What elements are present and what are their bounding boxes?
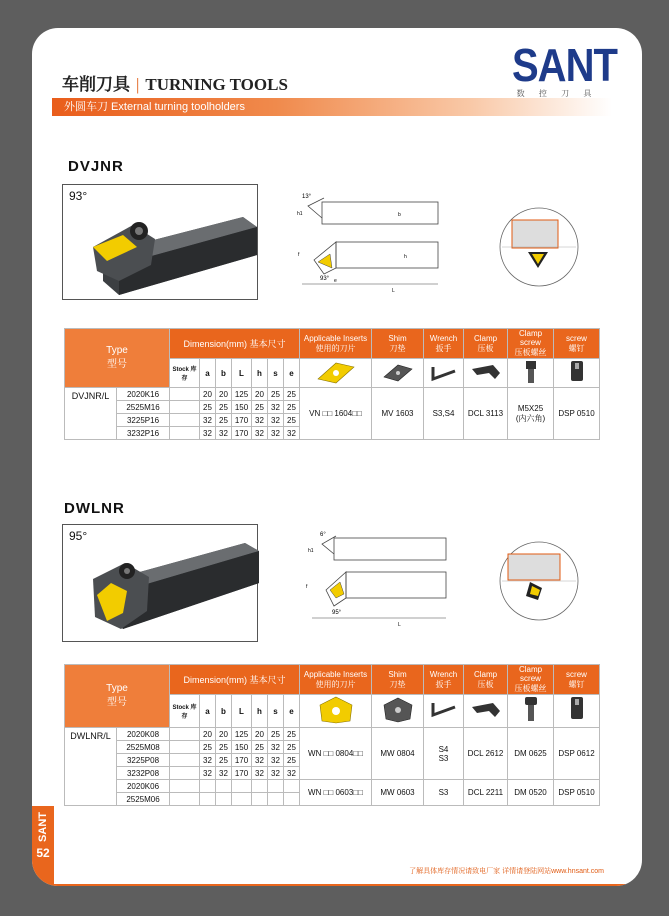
clamp-screw-value <box>508 388 554 440</box>
col-l-header: L <box>232 695 252 728</box>
clamp-screw-icon-cell <box>508 695 554 728</box>
cell-a <box>200 780 216 793</box>
insert-icon <box>314 359 358 385</box>
b-label: b <box>398 212 401 218</box>
product-code: 2020K16 <box>117 388 170 401</box>
product-photo-dwlnr <box>62 524 258 642</box>
acc-screw-header <box>554 329 600 359</box>
stock-cell <box>170 728 200 741</box>
acc-cn: 压板 <box>477 679 494 689</box>
stock-cell <box>170 741 200 754</box>
series-label: DVJNR/L <box>65 388 117 440</box>
top-angle-label: 13° <box>302 194 312 200</box>
cell-a <box>200 793 216 806</box>
wrench-icon <box>429 359 459 385</box>
acc-insert-header <box>300 665 372 695</box>
table-row <box>65 728 600 741</box>
acc-cn: 压板螺丝 <box>514 348 547 357</box>
stock-cell <box>170 780 200 793</box>
cell-s <box>268 780 284 793</box>
insert-value: WN □□ 0804□□ <box>300 728 372 780</box>
acc-wrench-header <box>424 329 464 359</box>
cell-b <box>216 793 232 806</box>
cell-b: 25 <box>216 401 232 414</box>
col-s-header: s <box>268 695 284 728</box>
product-code: 3225P08 <box>117 754 170 767</box>
clamp-value: DCL 2211 <box>464 780 508 806</box>
acc-en: screw <box>566 333 587 343</box>
acc-wrench-header <box>424 665 464 695</box>
cell-b: 32 <box>216 427 232 440</box>
wrench-icon-cell <box>424 359 464 388</box>
acc-en: Applicable Inserts <box>303 669 368 679</box>
acc-en: Shim <box>388 333 407 343</box>
product-code: 3225P16 <box>117 414 170 427</box>
acc-clampscrew-header <box>508 329 554 359</box>
cell-e: 25 <box>284 741 300 754</box>
section-subtitle-bar <box>52 98 612 116</box>
cell-b: 20 <box>216 728 232 741</box>
cell-s: 32 <box>268 754 284 767</box>
h-label: h <box>404 254 407 260</box>
cell-h: 32 <box>252 754 268 767</box>
stock-cell <box>170 754 200 767</box>
cell-s: 32 <box>268 414 284 427</box>
wrench-code-a: S4 <box>438 744 449 754</box>
cell-h: 32 <box>252 427 268 440</box>
wrench-value: S3,S4 <box>424 388 464 440</box>
cell-b <box>216 780 232 793</box>
f-label: f <box>298 252 300 258</box>
cell-h <box>252 793 268 806</box>
logo-word: SANT <box>512 40 617 92</box>
cell-l: 125 <box>232 728 252 741</box>
shim-value: MW 0804 <box>372 728 424 780</box>
spec-table-dvjnr <box>64 328 600 440</box>
insert-value: WN □□ 0603□□ <box>300 780 372 806</box>
top-angle-label: 6° <box>320 532 326 538</box>
table-row <box>65 780 600 793</box>
acc-clamp-header <box>464 665 508 695</box>
stock-cell <box>170 793 200 806</box>
screw-icon <box>567 359 587 385</box>
title-cn: 车削刀具 <box>62 75 130 94</box>
cell-e <box>284 793 300 806</box>
cell-l: 170 <box>232 754 252 767</box>
acc-en: Wrench <box>429 669 458 679</box>
table-row <box>65 388 600 401</box>
cell-h: 32 <box>252 767 268 780</box>
acc-en: screw <box>566 669 587 679</box>
cell-e: 25 <box>284 414 300 427</box>
e-label: e <box>334 278 337 284</box>
stock-cell <box>170 388 200 401</box>
l-label: L <box>398 622 401 628</box>
wrench-code-b: S3 <box>438 753 449 763</box>
model-title-dvjnr: DVJNR <box>68 158 124 175</box>
acc-cn: 压板 <box>477 343 494 353</box>
col-b-header: b <box>216 695 232 728</box>
catalog-page <box>32 28 642 886</box>
cell-b: 32 <box>216 767 232 780</box>
acc-shim-header <box>372 665 424 695</box>
clamp-screw-code: M5X25 <box>517 403 544 413</box>
shim-icon-cell <box>372 695 424 728</box>
cell-a: 32 <box>200 427 216 440</box>
shim-icon-cell <box>372 359 424 388</box>
cell-l: 150 <box>232 741 252 754</box>
cell-a: 32 <box>200 767 216 780</box>
acc-clampscrew-header <box>508 665 554 695</box>
footer-note: 了解具体库存情况请致电厂家 详情请登陆网站www.hnsant.com <box>409 868 604 875</box>
approach-angle-label: 95° <box>69 529 88 543</box>
col-h-header: h <box>252 359 268 388</box>
insert-icon-cell <box>300 695 372 728</box>
approach-angle-label: 93° <box>69 189 88 203</box>
page-number: 52 <box>36 845 50 860</box>
cell-e <box>284 780 300 793</box>
acc-screw-header <box>554 665 600 695</box>
product-code: 3232P16 <box>117 427 170 440</box>
cell-h: 20 <box>252 728 268 741</box>
cell-e: 32 <box>284 767 300 780</box>
col-a-header: a <box>200 695 216 728</box>
wrench-icon-cell <box>424 695 464 728</box>
cell-s: 25 <box>268 388 284 401</box>
acc-en: Clamp screw <box>518 329 543 347</box>
acc-cn: 螺钉 <box>568 343 585 353</box>
acc-cn: 刀垫 <box>389 679 406 689</box>
clamp-screw-icon <box>521 695 541 725</box>
cell-b: 20 <box>216 388 232 401</box>
cell-s: 32 <box>268 741 284 754</box>
cell-l: 170 <box>232 414 252 427</box>
shim-value: MV 1603 <box>372 388 424 440</box>
acc-cn: 扳手 <box>435 679 452 689</box>
dimension-drawing-dwlnr <box>302 528 452 628</box>
dimension-drawing-dvjnr <box>294 188 444 298</box>
col-e-header: e <box>284 359 300 388</box>
cell-e: 25 <box>284 728 300 741</box>
cell-h: 25 <box>252 401 268 414</box>
cell-b: 25 <box>216 741 232 754</box>
type-en: Type <box>106 683 128 694</box>
title-en: TURNING TOOLS <box>145 75 288 94</box>
type-en: Type <box>106 345 128 356</box>
screw-value: DSP 0612 <box>554 728 600 780</box>
acc-en: Wrench <box>429 333 458 343</box>
cell-a: 20 <box>200 728 216 741</box>
clamp-screw-value: DM 0625 <box>508 728 554 780</box>
wrench-value <box>424 728 464 780</box>
cell-l: 125 <box>232 388 252 401</box>
acc-cn: 使用的刀片 <box>315 679 356 689</box>
model-title-dwlnr: DWLNR <box>64 500 125 517</box>
h1-label: h1 <box>297 211 303 217</box>
toolholder-image <box>63 525 259 643</box>
screw-icon-cell <box>554 695 600 728</box>
cell-e: 32 <box>284 427 300 440</box>
stock-header: Stock 库存 <box>170 695 200 728</box>
clamp-value: DCL 3113 <box>464 388 508 440</box>
clamp-screw-icon <box>521 359 541 385</box>
type-cn: 型号 <box>107 359 127 370</box>
cell-s: 32 <box>268 401 284 414</box>
angle-label: 93° <box>320 276 330 282</box>
acc-cn: 压板螺丝 <box>514 684 547 693</box>
cell-h: 20 <box>252 388 268 401</box>
shim-value: MW 0603 <box>372 780 424 806</box>
col-s-header: s <box>268 359 284 388</box>
product-code: 2525M06 <box>117 793 170 806</box>
dimension-header: Dimension(mm) 基本尺寸 <box>170 665 300 695</box>
acc-cn: 使用的刀片 <box>315 343 356 353</box>
cell-s: 32 <box>268 767 284 780</box>
type-cn: 型号 <box>107 697 127 708</box>
shim-icon <box>380 359 416 385</box>
cell-s: 32 <box>268 427 284 440</box>
wrench-icon <box>429 695 459 725</box>
cell-s: 25 <box>268 728 284 741</box>
acc-insert-header <box>300 329 372 359</box>
clamp-icon-cell <box>464 359 508 388</box>
acc-en: Applicable Inserts <box>303 333 368 343</box>
product-code: 3232P08 <box>117 767 170 780</box>
acc-en: Clamp screw <box>518 665 543 683</box>
cell-s <box>268 793 284 806</box>
acc-en: Shim <box>388 669 407 679</box>
clamp-icon <box>469 695 503 725</box>
detail-circle-dwlnr <box>498 540 580 622</box>
f-label: f <box>306 584 308 590</box>
cell-h <box>252 780 268 793</box>
page-side-tab <box>32 806 54 886</box>
screw-value: DSP 0510 <box>554 388 600 440</box>
h1-label: h1 <box>308 548 314 554</box>
acc-cn: 刀垫 <box>389 343 406 353</box>
type-header <box>65 329 170 388</box>
page-title <box>62 70 288 95</box>
cell-b: 25 <box>216 754 232 767</box>
col-a-header: a <box>200 359 216 388</box>
cell-b: 25 <box>216 414 232 427</box>
cell-l <box>232 793 252 806</box>
stock-cell <box>170 401 200 414</box>
product-code: 2020K06 <box>117 780 170 793</box>
angle-label: 95° <box>332 610 342 616</box>
dimension-header: Dimension(mm) 基本尺寸 <box>170 329 300 359</box>
detail-circle-dvjnr <box>498 206 580 288</box>
product-photo-dvjnr <box>62 184 258 300</box>
product-code: 2020K08 <box>117 728 170 741</box>
cell-e: 25 <box>284 754 300 767</box>
bottom-rule <box>54 884 642 886</box>
cell-a: 25 <box>200 401 216 414</box>
toolholder-image <box>63 185 259 301</box>
col-b-header: b <box>216 359 232 388</box>
screw-value: DSP 0510 <box>554 780 600 806</box>
logo-tagline: 数 控 刀 具 <box>516 89 598 98</box>
acc-en: Clamp <box>473 669 498 679</box>
screw-icon <box>567 695 587 725</box>
screw-icon-cell <box>554 359 600 388</box>
cell-l: 150 <box>232 401 252 414</box>
col-h-header: h <box>252 695 268 728</box>
cell-a: 32 <box>200 754 216 767</box>
acc-cn: 螺钉 <box>568 679 585 689</box>
acc-clamp-header <box>464 329 508 359</box>
cell-a: 25 <box>200 741 216 754</box>
cell-h: 25 <box>252 741 268 754</box>
acc-shim-header <box>372 329 424 359</box>
cell-l <box>232 780 252 793</box>
l-label: L <box>392 288 395 294</box>
stock-cell <box>170 427 200 440</box>
clamp-icon-cell <box>464 695 508 728</box>
col-l-header: L <box>232 359 252 388</box>
cell-a: 32 <box>200 414 216 427</box>
clamp-value: DCL 2612 <box>464 728 508 780</box>
sant-logo <box>512 40 617 99</box>
cell-h: 32 <box>252 414 268 427</box>
product-code: 2525M16 <box>117 401 170 414</box>
cell-l: 170 <box>232 767 252 780</box>
stock-cell <box>170 414 200 427</box>
clamp-screw-value: DM 0520 <box>508 780 554 806</box>
shim-icon <box>380 695 416 725</box>
insert-icon-cell <box>300 359 372 388</box>
series-label: DWLNR/L <box>65 728 117 806</box>
cell-e: 25 <box>284 388 300 401</box>
spec-table-dwlnr <box>64 664 600 806</box>
acc-cn: 扳手 <box>435 343 452 353</box>
side-brand: SANT <box>37 812 49 842</box>
clamp-screw-note: (内六角) <box>515 413 546 423</box>
stock-header: Stock 库存 <box>170 359 200 388</box>
product-code: 2525M08 <box>117 741 170 754</box>
acc-en: Clamp <box>473 333 498 343</box>
cell-a: 20 <box>200 388 216 401</box>
wrench-value: S3 <box>424 780 464 806</box>
section-subtitle: 外圆车刀 External turning toolholders <box>64 101 245 113</box>
cell-l: 170 <box>232 427 252 440</box>
clamp-screw-icon-cell <box>508 359 554 388</box>
col-e-header: e <box>284 695 300 728</box>
clamp-icon <box>469 359 503 385</box>
title-separator: | <box>136 75 140 94</box>
insert-value: VN □□ 1604□□ <box>300 388 372 440</box>
stock-cell <box>170 767 200 780</box>
type-header <box>65 665 170 728</box>
cell-e: 25 <box>284 401 300 414</box>
insert-icon <box>314 695 358 725</box>
